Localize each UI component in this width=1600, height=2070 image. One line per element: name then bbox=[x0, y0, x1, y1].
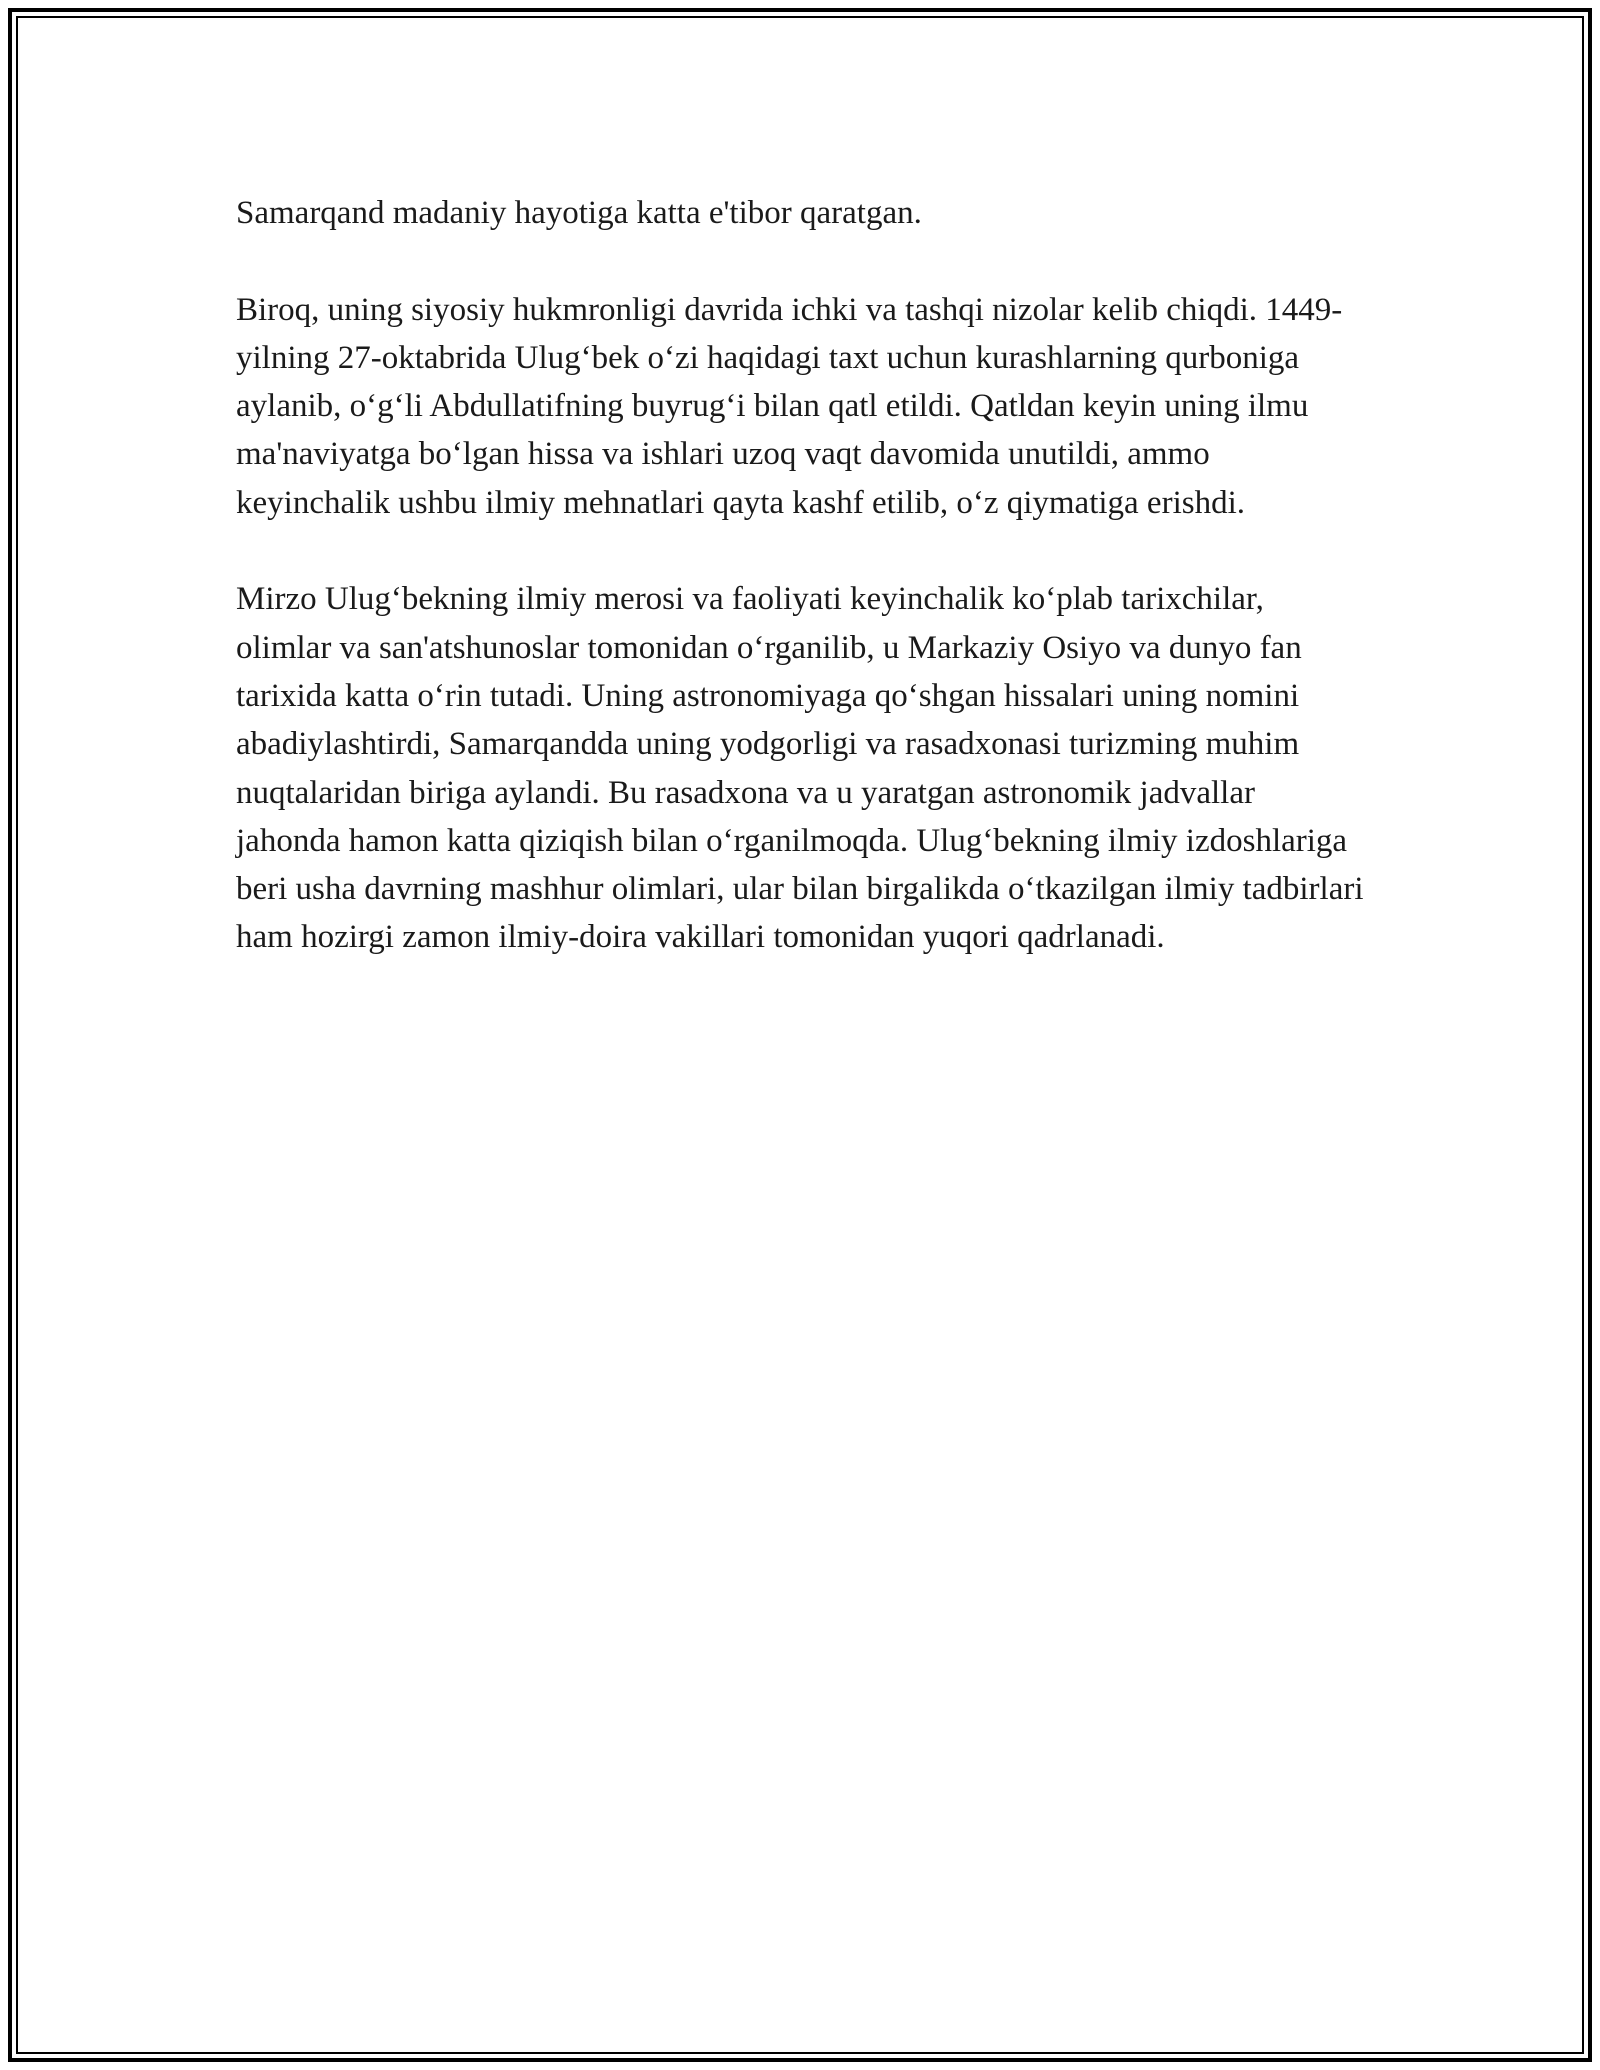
paragraph-1: Samarqand madaniy hayotiga katta e'tibor qaratgan. bbox=[236, 195, 922, 231]
document-body bbox=[236, 189, 1366, 1010]
paragraph-3: Mirzo Ulug‘bekning ilmiy merosi va faoliyati keyinchalik ko‘plab tarixchilar, olimlar va san'atshunoslar tomonidan o‘rganilib, u Markaziy Osiyo va dunyo fan tarixida katta o‘rin tutadi. Uning astronomiyaga qo‘shgan hissalari uning nomini abadiylashtirdi, Samarqandda uning yodgorligi va rasadxonasi turizming muhim nuqtalaridan biriga aylandi. Bu rasadxona va u yaratgan astronomik jadvallar jahonda hamon katta qiziqish bilan o‘rganilmoqda. Ulug‘bekning ilmiy izdoshlariga beri usha davrning mashhur olimlari, ular bilan birgalikda o‘tkazilgan ilmiy tadbirlari ham hozirgi zamon ilmiy-doira vakillari tomonidan yuqori qadrlanadi. bbox=[236, 581, 1364, 956]
paragraph-2: Biroq, uning siyosiy hukmronligi davrida ichki va tashqi nizolar kelib chiqdi. 1449-yilning 27-oktabrida Ulug‘bek o‘zi haqidagi taxt uchun kurashlarning qurboniga aylanib, o‘g‘li Abdullatifning buyrug‘i bilan qatl etildi. Qatldan keyin uning ilmu ma'naviyatga bo‘lgan hissa va ishlari uzoq vaqt davomida unutildi, ammo keyinchalik ushbu ilmiy mehnatlari qayta kashf etilib, o‘z qiymatiga erishdi. bbox=[236, 291, 1343, 521]
